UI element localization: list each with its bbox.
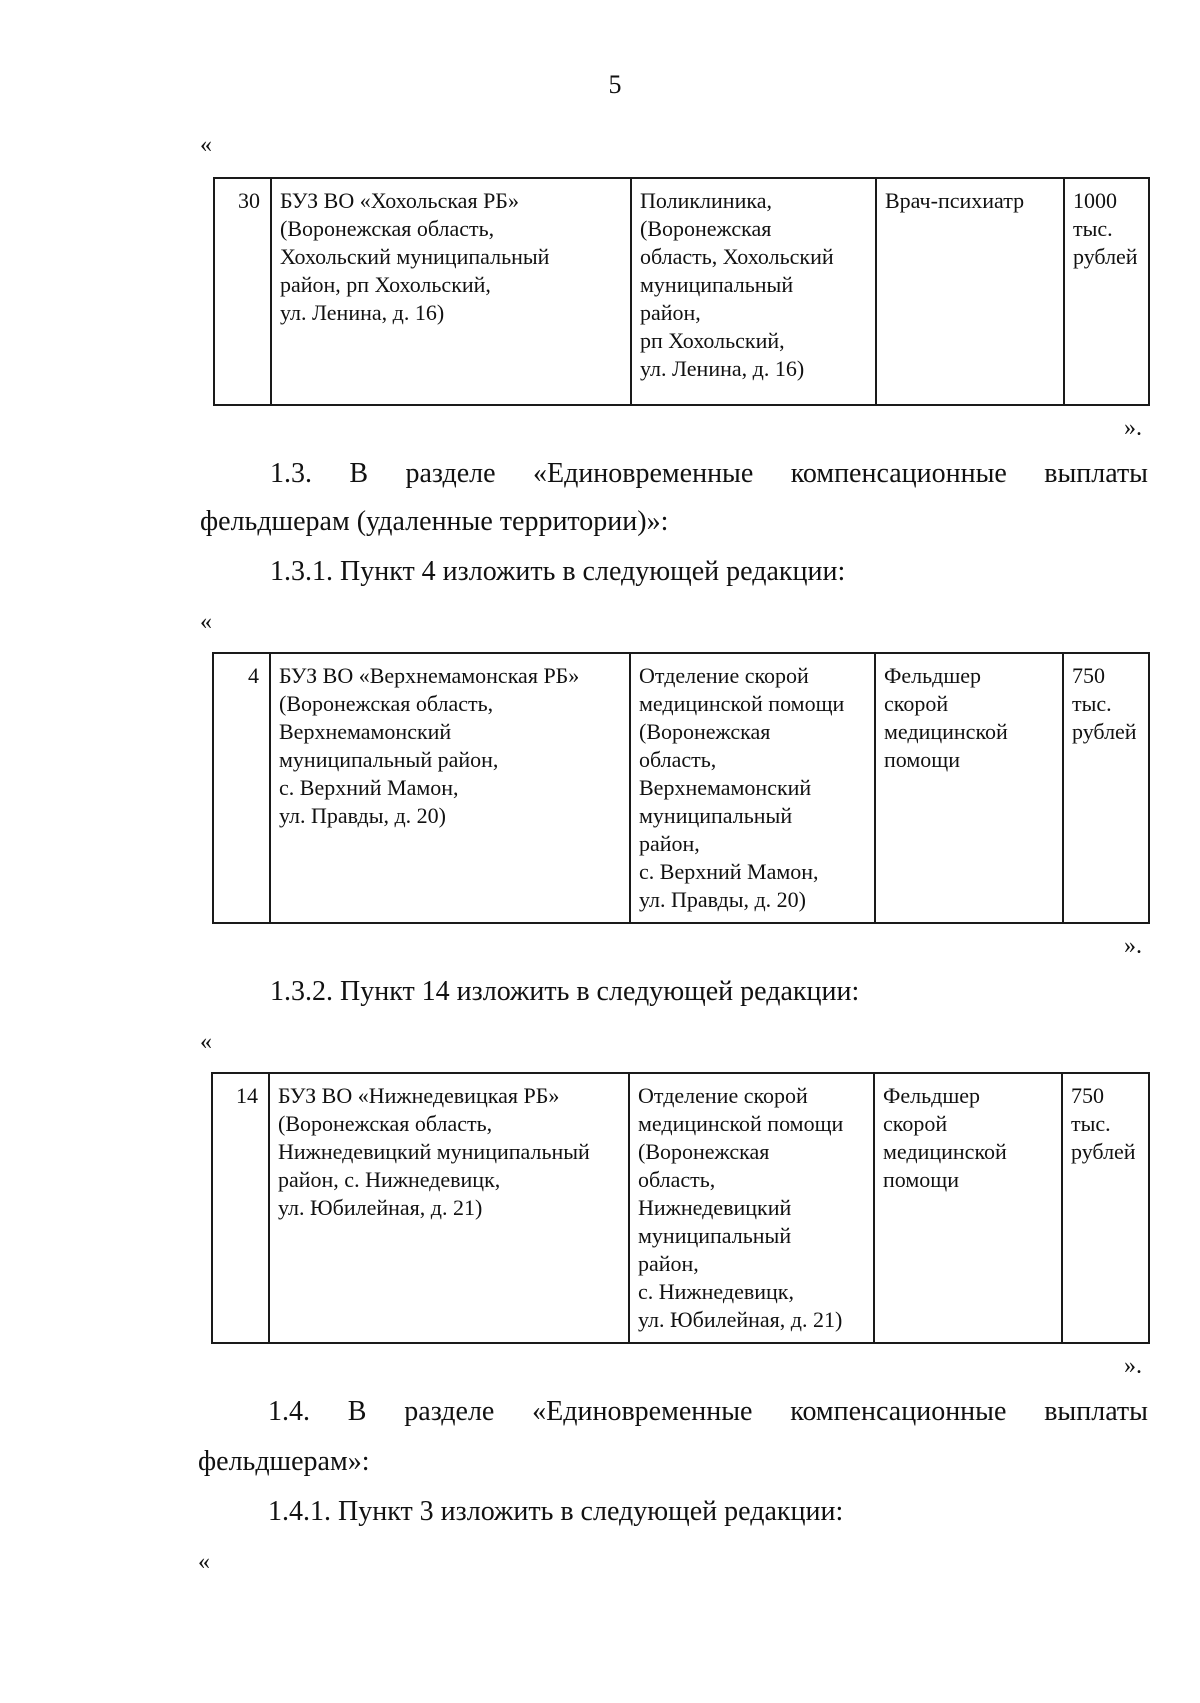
amount-line: тыс. bbox=[1072, 691, 1112, 716]
org-line: Хохольский муниципальный bbox=[280, 244, 550, 269]
amount-cell bbox=[1062, 1073, 1149, 1343]
word: «Единовременные bbox=[532, 1396, 753, 1427]
org-line: ул. Правды, д. 20) bbox=[279, 803, 446, 828]
word: 1.4. bbox=[268, 1396, 310, 1427]
dept-line: (Воронежская bbox=[638, 1139, 770, 1164]
amount-cell bbox=[1064, 178, 1149, 405]
row-number: 4 bbox=[213, 653, 270, 923]
word: разделе bbox=[405, 458, 496, 489]
table-verkhnemamonskaya bbox=[212, 652, 1150, 924]
section-1-4-heading bbox=[268, 1396, 1148, 1428]
dept-line: муниципальный bbox=[638, 1223, 792, 1248]
section-1-4-line2: фельдшерам»: bbox=[198, 1446, 370, 1477]
section-1-3-1: 1.3.1. Пункт 4 изложить в следующей редакции: bbox=[270, 556, 846, 587]
organization-cell bbox=[271, 178, 631, 405]
dept-line: (Воронежская bbox=[640, 216, 772, 241]
close-quote: ». bbox=[1124, 415, 1142, 441]
dept-line: медицинской помощи bbox=[638, 1111, 844, 1136]
dept-line: область, Хохольский bbox=[640, 244, 834, 269]
org-line: БУЗ ВО «Верхнемамонская РБ» bbox=[279, 663, 580, 688]
org-line: (Воронежская область, bbox=[278, 1111, 493, 1136]
dept-line: с. Нижнедевицк, bbox=[638, 1279, 794, 1304]
org-line: Верхнемамонский bbox=[279, 719, 452, 744]
org-line: (Воронежская область, bbox=[280, 216, 495, 241]
dept-line: Отделение скорой bbox=[639, 663, 809, 688]
dept-line: Верхнемамонский bbox=[639, 775, 812, 800]
dept-line: область, bbox=[638, 1167, 716, 1192]
word: «Единовременные bbox=[532, 458, 754, 489]
row-number: 14 bbox=[212, 1073, 269, 1343]
word: В bbox=[349, 458, 369, 489]
row-number: 30 bbox=[214, 178, 271, 405]
org-line: БУЗ ВО «Хохольская РБ» bbox=[280, 188, 519, 213]
org-line: БУЗ ВО «Нижнедевицкая РБ» bbox=[278, 1083, 560, 1108]
open-quote: « bbox=[198, 1549, 210, 1575]
amount-cell bbox=[1063, 653, 1149, 923]
word: 1.3. bbox=[270, 458, 312, 489]
word: компенсационные bbox=[790, 458, 1007, 489]
position-line: медицинской bbox=[883, 1139, 1007, 1164]
position-line: помощи bbox=[883, 1167, 959, 1192]
org-line: муниципальный район, bbox=[279, 747, 499, 772]
dept-line: медицинской помощи bbox=[639, 691, 845, 716]
dept-line: область, bbox=[639, 747, 717, 772]
organization-cell bbox=[270, 653, 630, 923]
position-line: медицинской bbox=[884, 719, 1008, 744]
dept-line: район, bbox=[638, 1251, 699, 1276]
open-quote: « bbox=[200, 609, 212, 635]
org-line: ул. Ленина, д. 16) bbox=[280, 300, 445, 325]
department-cell bbox=[629, 1073, 874, 1343]
org-line: (Воронежская область, bbox=[279, 691, 494, 716]
organization-cell bbox=[269, 1073, 629, 1343]
open-quote: « bbox=[200, 132, 212, 158]
amount-line: рублей bbox=[1071, 1139, 1136, 1164]
section-1-3-line2: фельдшерам (удаленные территории)»: bbox=[200, 506, 669, 537]
close-quote: ». bbox=[1124, 1353, 1142, 1379]
amount-line: тыс. bbox=[1073, 216, 1113, 241]
section-1-3-heading bbox=[270, 458, 1148, 490]
amount-line: 750 bbox=[1072, 663, 1105, 688]
dept-line: район, bbox=[639, 831, 700, 856]
table-row bbox=[214, 178, 1149, 405]
amount-line: 1000 bbox=[1073, 188, 1117, 213]
amount-line: рублей bbox=[1073, 244, 1138, 269]
word: В bbox=[347, 1396, 367, 1427]
page-number: 5 bbox=[608, 70, 622, 99]
table-row bbox=[213, 653, 1149, 923]
table-nizhnedevitskaya bbox=[211, 1072, 1150, 1344]
amount-line: 750 bbox=[1071, 1083, 1104, 1108]
table-hokholskaya bbox=[213, 177, 1150, 406]
dept-line: ул. Ленина, д. 16) bbox=[640, 356, 805, 381]
table-row bbox=[212, 1073, 1149, 1343]
dept-line: ул. Юбилейная, д. 21) bbox=[638, 1307, 843, 1332]
dept-line: Отделение скорой bbox=[638, 1083, 808, 1108]
position-line: Врач-психиатр bbox=[885, 188, 1025, 213]
org-line: район, с. Нижнедевицк, bbox=[278, 1167, 501, 1192]
position-line: Фельдшер bbox=[884, 663, 982, 688]
dept-line: с. Верхний Мамон, bbox=[639, 859, 819, 884]
org-line: с. Верхний Мамон, bbox=[279, 775, 459, 800]
org-line: Нижнедевицкий муниципальный bbox=[278, 1139, 590, 1164]
department-cell bbox=[631, 178, 876, 405]
word: выплаты bbox=[1044, 1396, 1148, 1427]
word: выплаты bbox=[1044, 458, 1148, 489]
org-line: район, рп Хохольский, bbox=[280, 272, 491, 297]
position-line: Фельдшер bbox=[883, 1083, 981, 1108]
dept-line: Нижнедевицкий bbox=[638, 1195, 792, 1220]
open-quote: « bbox=[200, 1029, 212, 1055]
dept-line: Поликлиника, bbox=[640, 188, 772, 213]
position-cell bbox=[874, 1073, 1062, 1343]
close-quote: ». bbox=[1124, 933, 1142, 959]
amount-line: тыс. bbox=[1071, 1111, 1111, 1136]
dept-line: муниципальный bbox=[640, 272, 794, 297]
dept-line: рп Хохольский, bbox=[640, 328, 785, 353]
amount-line: рублей bbox=[1072, 719, 1137, 744]
dept-line: муниципальный bbox=[639, 803, 793, 828]
section-1-3-2: 1.3.2. Пункт 14 изложить в следующей редакции: bbox=[270, 976, 860, 1007]
section-1-4-1: 1.4.1. Пункт 3 изложить в следующей редакции: bbox=[268, 1496, 844, 1527]
position-cell bbox=[875, 653, 1063, 923]
position-line: скорой bbox=[884, 691, 949, 716]
word: компенсационные bbox=[790, 1396, 1007, 1427]
dept-line: район, bbox=[640, 300, 701, 325]
position-cell bbox=[876, 178, 1064, 405]
position-line: помощи bbox=[884, 747, 960, 772]
org-line: ул. Юбилейная, д. 21) bbox=[278, 1195, 483, 1220]
position-line: скорой bbox=[883, 1111, 948, 1136]
dept-line: (Воронежская bbox=[639, 719, 771, 744]
department-cell bbox=[630, 653, 875, 923]
word: разделе bbox=[404, 1396, 495, 1427]
dept-line: ул. Правды, д. 20) bbox=[639, 887, 806, 912]
